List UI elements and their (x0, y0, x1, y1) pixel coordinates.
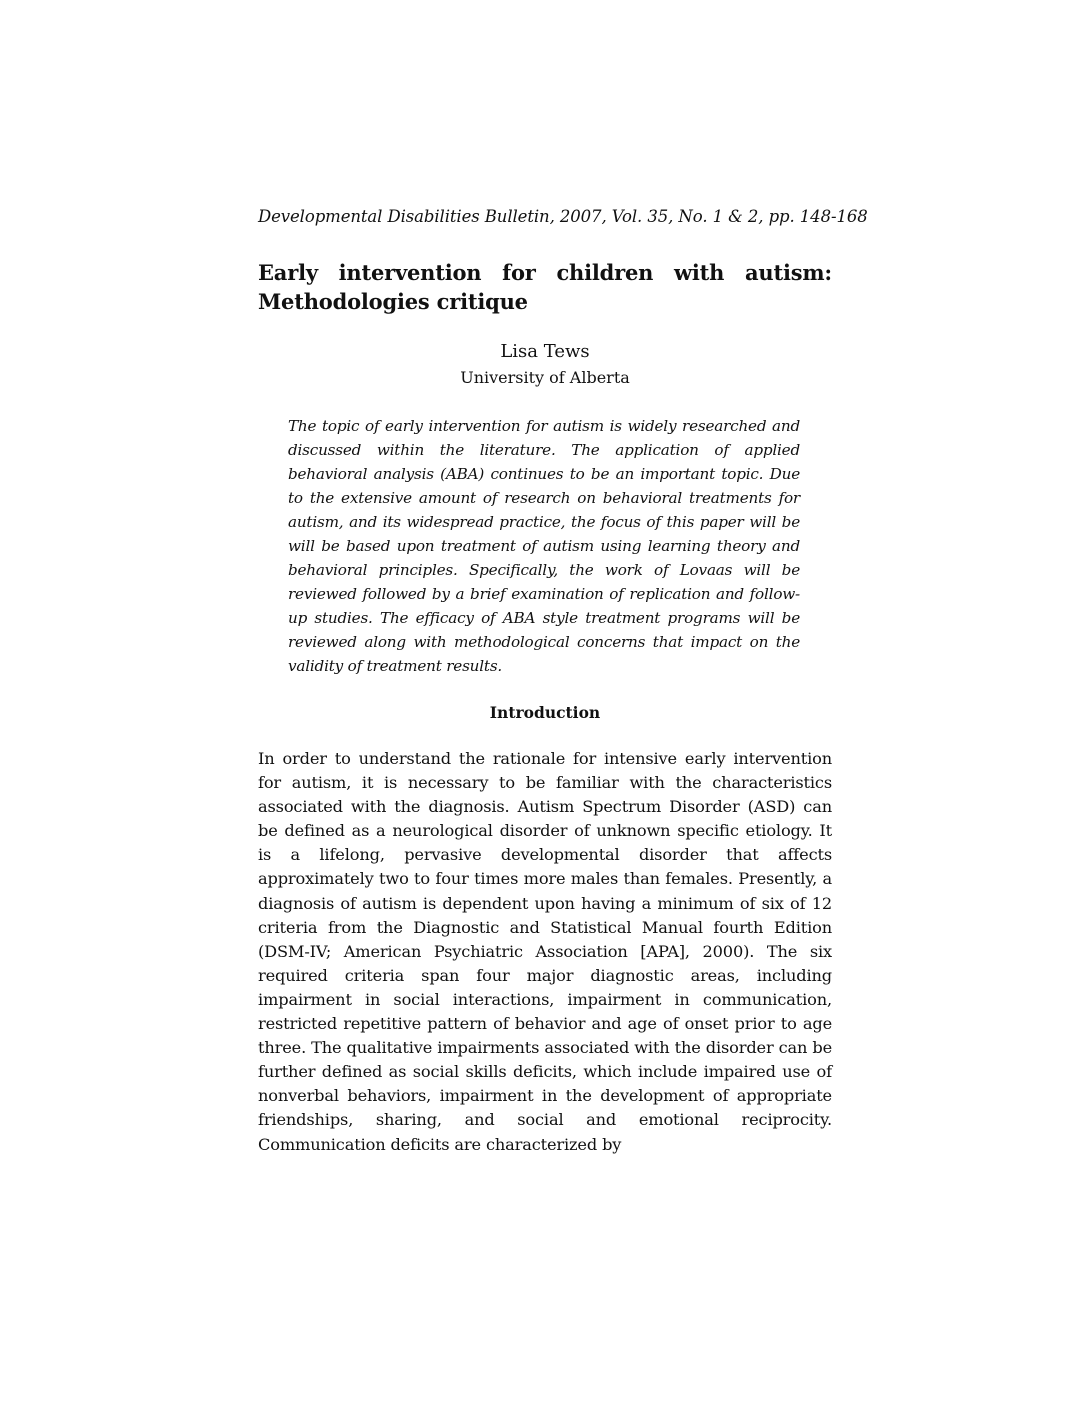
title-word: autism: (745, 260, 832, 285)
title-word: with (674, 260, 725, 285)
author-name: Lisa Tews (500, 341, 590, 362)
abstract: The topic of early intervention for autism is widely researched and discussed within the literature. The application of applied behavioral analysis (ABA) continues to be an important topic. Due to the extensive amount of research on behavioral treatments for autism, and its widespread practice, the focus of this paper will be will be based upon treatment of autism using learning theory and behavioral principles. Specifically, the work of Lovaas will be reviewed followed by a brief examination of replication and follow-up studies. The efficacy of ABA style treatment programs will be reviewed along with methodological concerns that impact on the validity of treatment results. (288, 417, 800, 675)
title-line-2: Methodologies critique (258, 289, 528, 314)
introduction-paragraph: In order to understand the rationale for intensive early intervention for autism, it is necessary to be familiar with the characteristics associated with the diagnosis. Autism Spectrum Disorder (ASD) can be defined as a neurological disorder of unknown specific etiology. It is a lifelong, pervasive developmental disorder that affects approximately two to four times more males than females. Presently, a diagnosis of autism is dependent upon having a minimum of six of 12 criteria from the Diagnostic and Statistical Manual fourth Edition (DSM-IV; American Psychiatric Association [APA], 2000). The six required criteria span four major diagnostic areas, including impairment in social interactions, impairment in communication, restricted repetitive pattern of behavior and age of onset prior to age three. The qualitative impairments associated with the disorder can be further defined as social skills deficits, which include impaired use of nonverbal behaviors, impairment in the development of appropriate friendships, sharing, and social and emotional reciprocity. Communication deficits are characterized by (258, 749, 832, 1154)
title-line-1 (258, 258, 832, 287)
section-heading-introduction: Introduction (489, 703, 601, 722)
title-word: Early (258, 260, 318, 285)
title-word: children (556, 260, 654, 285)
article-title (258, 258, 832, 316)
journal-citation: Developmental Disabilities Bulletin, 2007, Vol. 35, No. 1 & 2, pp. 148-168 (258, 207, 868, 226)
title-word: for (502, 260, 536, 285)
author-affiliation: University of Alberta (460, 368, 630, 387)
title-word: intervention (338, 260, 482, 285)
